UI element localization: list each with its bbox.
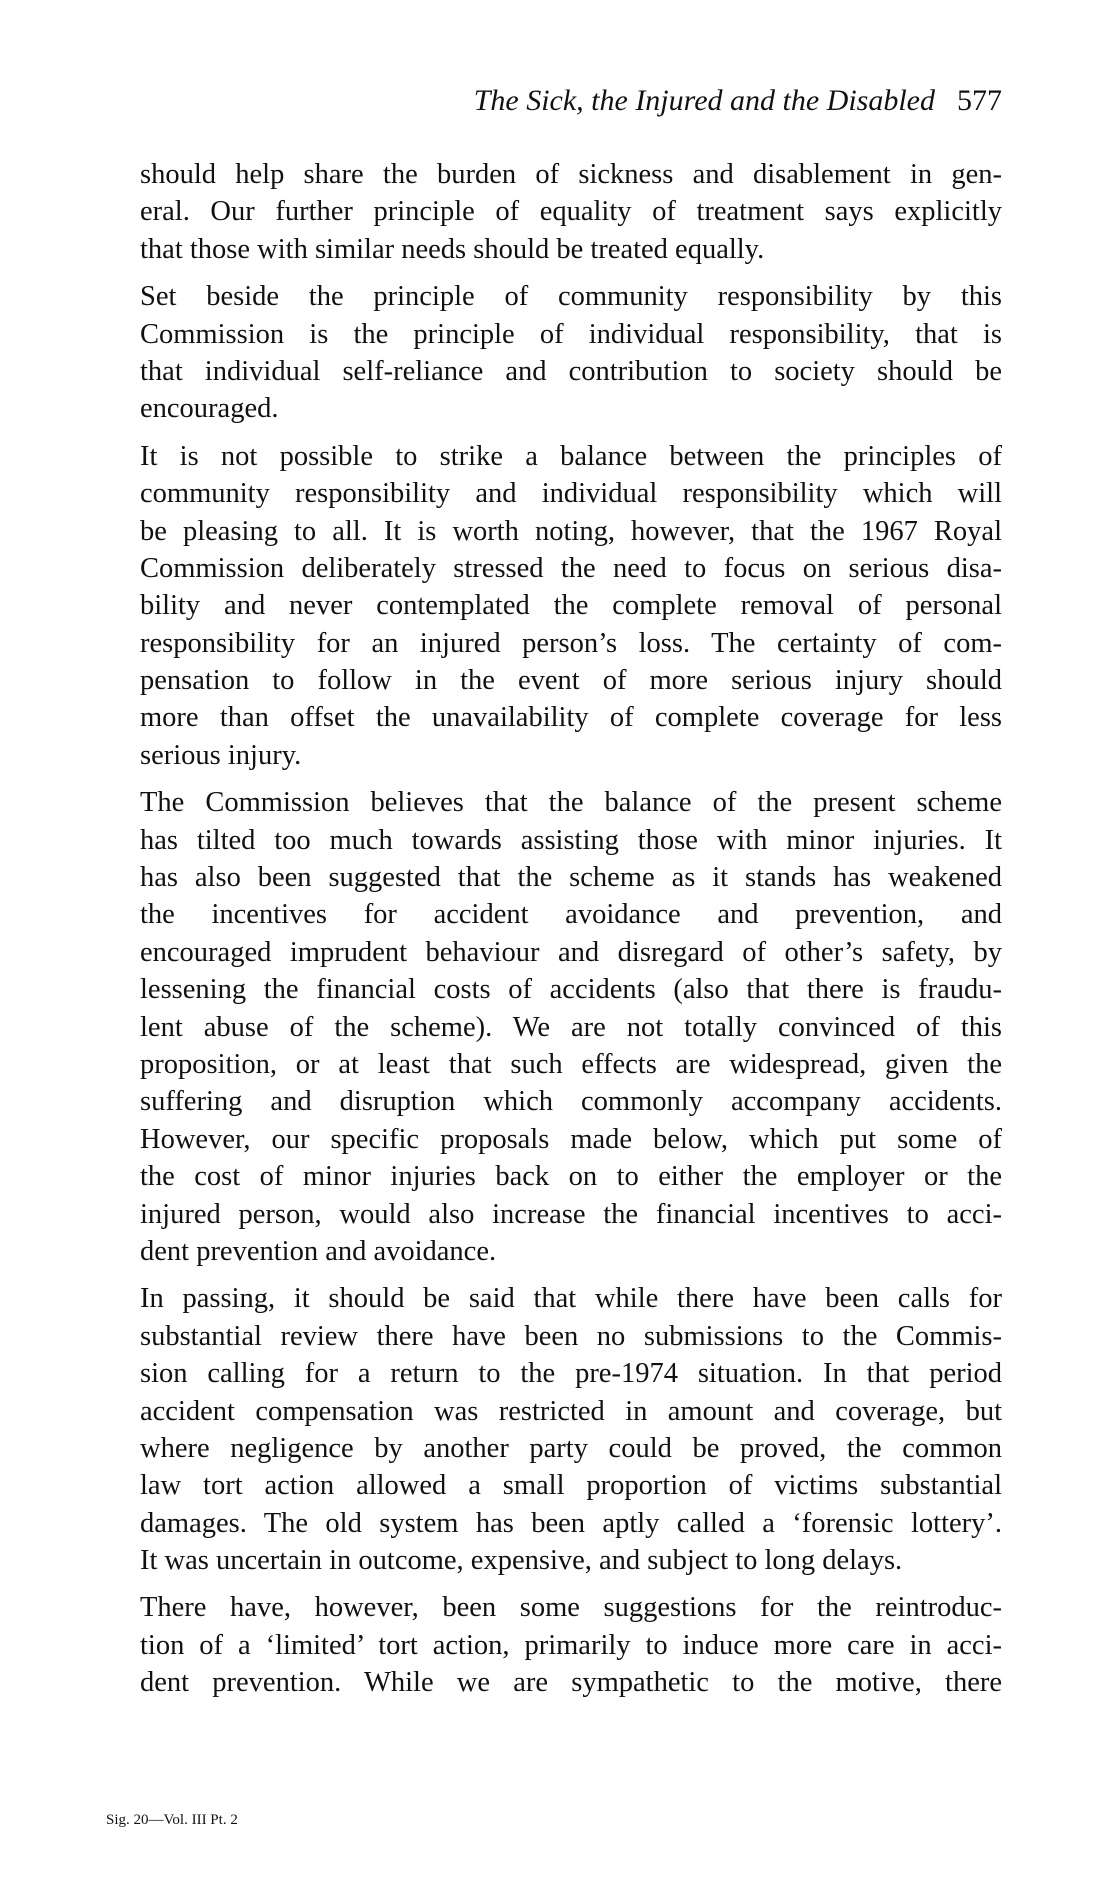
text-line: the cost of minor injuries back on to either the employer or the [140,1161,1002,1193]
text-line: sion calling for a return to the pre-1974 situation. In that period [140,1358,1002,1390]
text-line: Set beside the principle of community responsibility by this [140,281,1002,313]
text-line: dent prevention and avoidance. [140,1235,497,1267]
text-line: substantial review there have been no submissions to the Commis- [140,1320,1002,1352]
text-line: Commission is the principle of individual responsibility, that is [140,318,1002,350]
text-line: Commission deliberately stressed the need to focus on serious disa- [140,552,1002,584]
text-line: more than offset the unavailability of complete coverage for less [140,702,1002,734]
text-line: However, our specific proposals made below, which put some of [140,1123,1002,1155]
text-line: encouraged imprudent behaviour and disregard of other’s safety, by [140,936,1002,968]
text-line: injured person, would also increase the financial incentives to acci- [140,1198,1002,1230]
text-line: the incentives for accident avoidance and prevention, and [140,899,1002,931]
text-line: The Commission believes that the balance of the present scheme [140,787,1002,819]
text-line: pensation to follow in the event of more serious injury should [140,665,1002,697]
text-line: encouraged. [140,393,279,425]
text-line: has also been suggested that the scheme as it stands has weakened [140,862,1002,894]
running-header [440,84,1002,118]
text-line: proposition, or at least that such effects are widespread, given the [140,1048,1002,1080]
text-line: In passing, it should be said that while there have been calls for [140,1283,1002,1315]
running-title: The Sick, the Injured and the Disabled [473,84,935,117]
paragraph [140,278,1002,428]
paragraph [140,1280,1002,1579]
text-line: that those with similar needs should be treated equally. [140,233,765,265]
text-line: suffering and disruption which commonly accompany accidents. [140,1086,1002,1118]
text-line: bility and never contemplated the complete removal of personal [140,590,1002,622]
paragraph [140,156,1002,268]
page-number: 577 [957,84,1002,117]
text-line: tion of a ‘limited’ tort action, primarily to induce more care in acci- [140,1629,1002,1661]
text-line: dent prevention. While we are sympathetic to the motive, there [140,1667,1002,1699]
text-line: responsibility for an injured person’s loss. The certainty of com- [140,627,1002,659]
text-line: eral. Our further principle of equality of treatment says explicitly [140,196,1002,228]
text-line: be pleasing to all. It is worth noting, however, that the 1967 Royal [140,515,1002,547]
text-line: There have, however, been some suggestions for the reintroduc- [140,1592,1002,1624]
text-line: accident compensation was restricted in amount and coverage, but [140,1395,1002,1427]
text-line: It is not possible to strike a balance between the principles of [140,440,1002,472]
text-line: law tort action allowed a small proportion of victims substantial [140,1470,1002,1502]
text-line: lent abuse of the scheme). We are not totally convinced of this [140,1011,1002,1043]
text-line: It was uncertain in outcome, expensive, and subject to long delays. [140,1545,903,1577]
text-line: lessening the financial costs of accidents (also that there is fraudu- [140,974,1002,1006]
text-line: serious injury. [140,739,302,771]
paragraph [140,784,1002,1270]
text-line: community responsibility and individual responsibility which will [140,478,1002,510]
text-line: damages. The old system has been aptly called a ‘forensic lottery’. [140,1507,1002,1539]
signature-mark: Sig. 20—Vol. III Pt. 2 [106,1812,238,1828]
paragraph [140,1589,1002,1701]
text-line: that individual self-reliance and contribution to society should be [140,355,1002,387]
text-line: where negligence by another party could be proved, the common [140,1432,1002,1464]
text-line: should help share the burden of sickness and disablement in gen- [140,159,1002,190]
body-text [140,156,1002,1712]
paragraph [140,438,1002,775]
text-line: has tilted too much towards assisting those with minor injuries. It [140,824,1002,856]
